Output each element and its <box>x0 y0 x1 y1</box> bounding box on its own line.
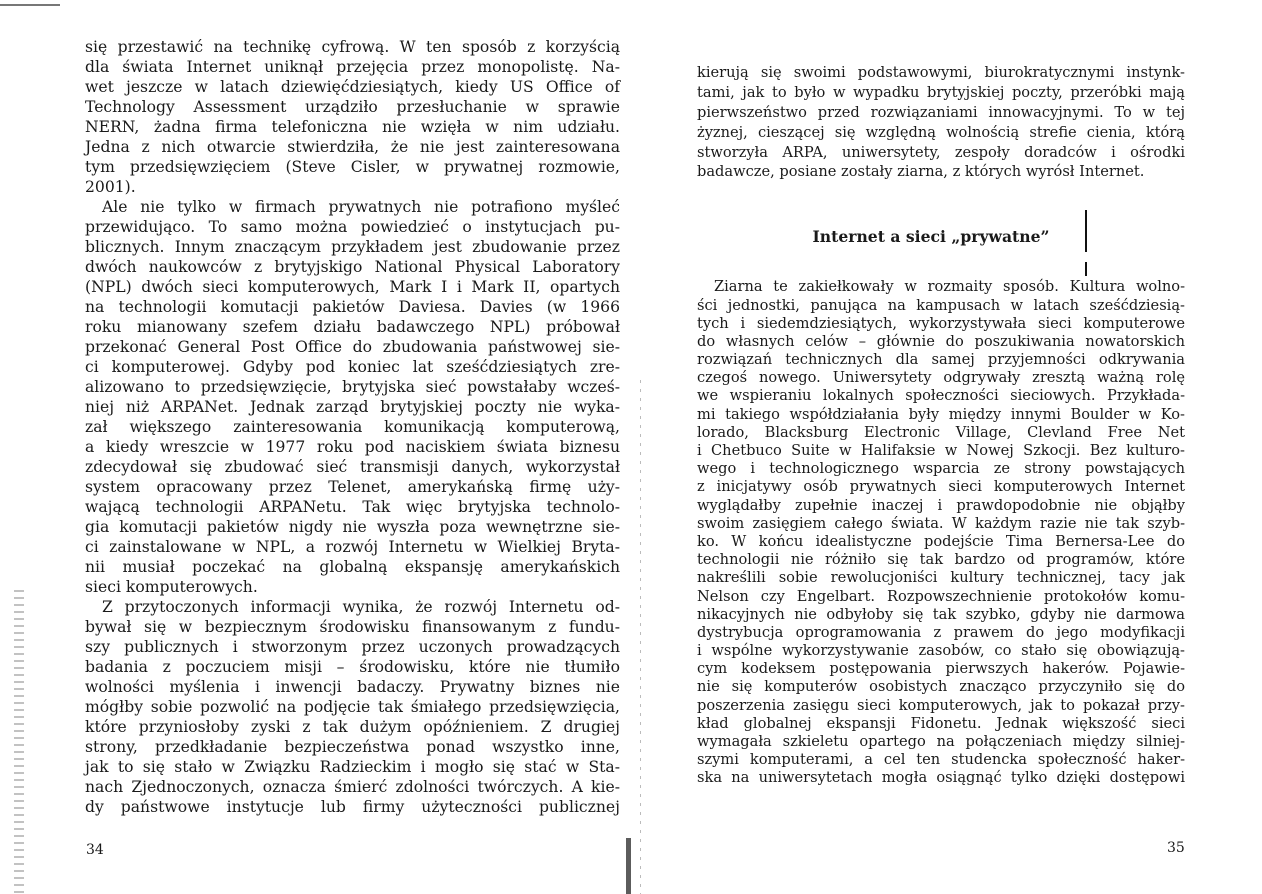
text-line: ci zainstalowane w NPL, a rozwój Internetu w Wielkiej Bryta- <box>85 538 620 556</box>
text-line: bywał się w bezpiecznym środowisku finansowanym z fundu- <box>85 618 620 636</box>
paragraph <box>85 37 620 197</box>
left-page-text <box>85 37 620 817</box>
right-page-text <box>697 63 1185 788</box>
text-line: gia komutacji pakietów nigdy nie wyszła poza wewnętrzne sie- <box>85 518 620 536</box>
text-line: mógłby sobie pozwolić na podjęcie tak śmiałego przedsięwzięcia, <box>85 698 620 716</box>
book-fold <box>640 380 641 894</box>
text-line: ści jednostki, panująca na kampusach w latach sześćdziesią- <box>697 296 1185 314</box>
text-line: swoim zasięgiem całego świata. W każdym razie nie tak szyb- <box>697 514 1185 532</box>
text-line: zał większego zainteresowania komunikacją komputerową, <box>85 418 620 436</box>
text-line: ko. W końcu idealistyczne podejście Tima Bernersa-Lee do <box>697 532 1185 550</box>
text-line: wyglądałby zupełnie inaczej i prawdopodobnie nie objąłby <box>697 496 1185 514</box>
text-line: wego i technologicznego wsparcia ze strony powstających <box>697 460 1185 478</box>
text-line: badania z poczuciem misji – środowisku, które nie tłumiło <box>85 658 620 676</box>
text-line: kład globalnej ekspansji Fidonetu. Jednak większość sieci <box>697 714 1185 732</box>
text-line: wolności myślenia i inwencji badaczy. Prywatny biznes nie <box>85 678 620 696</box>
text-line: stworzyła ARPA, uniwersytety, zespoły doradców i ośrodki <box>697 143 1185 161</box>
text-line: 2001). <box>85 178 136 196</box>
text-line: kierują się swoimi podstawowymi, biurokratycznymi instynk- <box>697 64 1185 81</box>
text-line: dystrybucja oprogramowania z prawem do jego modyfikacji <box>697 623 1185 641</box>
text-line: nikacyjnych nie odbyłoby się tak szybko, gdyby nie darmowa <box>697 605 1185 623</box>
text-line: dla świata Internet uniknął przejęcia przez monopolistę. Na- <box>85 58 620 76</box>
text-line: wającą technologii ARPANetu. Tak więc brytyjska technolo- <box>85 498 620 516</box>
text-line: nii musiał poczekać na globalną ekspansję amerykańskich <box>85 558 620 576</box>
text-line: ska na uniwersytetach mogła osiągnąć tylko dzięki dostępowi <box>697 769 1185 787</box>
text-line: się przestawić na technikę cyfrową. W ten sposób z korzyścią <box>85 38 620 56</box>
book-fold-shadow <box>626 838 631 894</box>
text-line: a kiedy wreszcie w 1977 roku pod naciskiem świata biznesu <box>85 438 620 456</box>
section-paragraph <box>697 278 1185 787</box>
text-line: czegoś nowego. Uniwersytety odgrywały zresztą ważną rolę <box>697 369 1185 387</box>
page-number-right: 35 <box>1167 840 1185 856</box>
text-line: nakreślili sobie rewolucjoniści kultury technicznej, tacy jak <box>697 569 1185 587</box>
scan-artifact <box>0 4 60 6</box>
text-line: pierwszeństwo przed rozwiązaniami innowacyjnymi. To w tej <box>697 103 1185 121</box>
text-line: Jedna z nich otwarcie stwierdziła, że nie jest zainteresowana <box>85 138 620 156</box>
text-line: Z przytoczonych informacji wynika, że rozwój Internetu od- <box>102 598 620 616</box>
text-line: alizowano to przedsięwzięcie, brytyjska sieć powstałaby wcześ- <box>85 378 620 396</box>
text-line: tych i siedemdziesiątych, wykorzystywała sieci komputerowe <box>697 314 1185 332</box>
text-line: dwóch naukowców z brytyjskigo National Physical Laboratory <box>85 258 620 276</box>
text-line: strony, przedkładanie bezpieczeństwa ponad wszystko inne, <box>85 738 620 756</box>
text-line: z inicjatywy osób prywatnych sieci komputerowych Internet <box>697 478 1185 496</box>
text-line: niej niż ARPANet. Jednak zarząd brytyjskiej poczty nie wyka- <box>85 398 620 416</box>
text-line: Technology Assessment urządziło przesłuchanie w sprawie <box>85 98 620 116</box>
text-line: szymi komputerami, a cel ten studencka społeczność haker- <box>697 751 1185 769</box>
text-line: tym przedsięwzięciem (Steve Cisler, w prywatnej rozmowie, <box>85 158 620 176</box>
text-line: i wspólne wykorzystywanie zasobów, co stało się obowiązują- <box>697 642 1185 660</box>
text-line: rozwiązań technicznych dla samej przyjemności odkrywania <box>697 351 1185 369</box>
text-line: (NPL) dwóch sieci komputerowych, Mark I i Mark II, opartych <box>85 278 620 296</box>
scan-gutter-shadow <box>14 590 24 894</box>
text-line: i Chetbuco Suite w Halifaksie w Nowej Szkocji. Bez kulturo- <box>697 442 1185 460</box>
text-line: do własnych celów – głównie do poszukiwania nowatorskich <box>697 332 1185 350</box>
paragraph <box>85 597 620 817</box>
text-line: NERN, żadna firma telefoniczna nie wzięła w nim udziału. <box>85 118 620 136</box>
text-line: Ziarna te zakiełkowały w rozmaity sposób. Kultura wolno- <box>714 278 1185 296</box>
text-line: zdecydował się zbudować sieć transmisji danych, wykorzystał <box>85 458 620 476</box>
text-line: nie się komputerów osobistych znacząco przyczyniło się do <box>697 678 1185 696</box>
text-line: roku mianowany szefem działu badawczego NPL) próbował <box>85 318 620 336</box>
text-line: wet jeszcze w latach dziewięćdziesiątych, kiedy US Office of <box>85 78 620 96</box>
text-line: Nelson czy Engelbart. Rozpowszechnienie protokołów komu- <box>697 587 1185 605</box>
text-line: przewidująco. To samo można powiedzieć o instytucjach pu- <box>85 218 620 236</box>
text-line: nach Zjednoczonych, oznacza śmierć zdolności twórczych. A kie- <box>85 778 620 796</box>
text-line: które przyniosłoby zyski z tak dużym opóźnieniem. Z drugiej <box>85 718 620 736</box>
text-line: szy publicznych i stworzonym przez uczonych prowadzących <box>85 638 620 656</box>
text-line: blicznych. Innym znaczącym przykładem jest zbudowanie przez <box>85 238 620 256</box>
text-line: jak to się stało w Związku Radzieckim i mogło się stać w Sta- <box>85 758 620 776</box>
text-line: Ale nie tylko w firmach prywatnych nie potrafiono myśleć <box>102 198 620 216</box>
text-line: cym kodeksem postępowania pierwszych hakerów. Pojawie- <box>697 660 1185 678</box>
text-line: mi takiego współdziałania były między innymi Boulder w Ko- <box>697 405 1185 423</box>
text-line: badawcze, posiane zostały ziarna, z których wyrósł Internet. <box>697 163 1145 181</box>
section-heading: Internet a sieci „prywatne” <box>812 227 1050 247</box>
text-line: poszerzenia zasięgu sieci komputerowych, jak to pokazał przy- <box>697 696 1185 714</box>
text-line: sieci komputerowych. <box>85 578 258 596</box>
text-line: lorado, Blacksburg Electronic Village, Clevland Free Net <box>697 423 1185 441</box>
text-line: dy państwowe instytucje lub firmy użyteczności publicznej <box>85 798 620 816</box>
text-line: żyznej, cieszącej się względną wolnością strefie cienia, którą <box>697 123 1185 141</box>
text-line: ci komputerowej. Gdyby pod koniec lat sześćdziesiątych zre- <box>85 358 620 376</box>
page-number-left: 34 <box>86 842 104 858</box>
text-line: system opracowany przez Telenet, amerykańską firmę uży- <box>85 478 620 496</box>
text-line: wymagała szkieletu opartego na połączeniach między silniej- <box>697 733 1185 751</box>
text-line: na technologii komutacji pakietów Daviesa. Davies (w 1966 <box>85 298 620 316</box>
text-line: tami, jak to było w wypadku brytyjskiej poczty, przeróbki mają <box>697 83 1185 101</box>
text-line: we wspieraniu lokalnych społeczności sieciowych. Przykłada- <box>697 387 1185 405</box>
text-line: technologii nie różniło się tak bardzo od programów, które <box>697 551 1185 569</box>
intro-paragraph <box>697 63 1185 182</box>
paragraph <box>85 197 620 597</box>
text-line: przekonać General Post Office do zbudowania państwowej sie- <box>85 338 620 356</box>
